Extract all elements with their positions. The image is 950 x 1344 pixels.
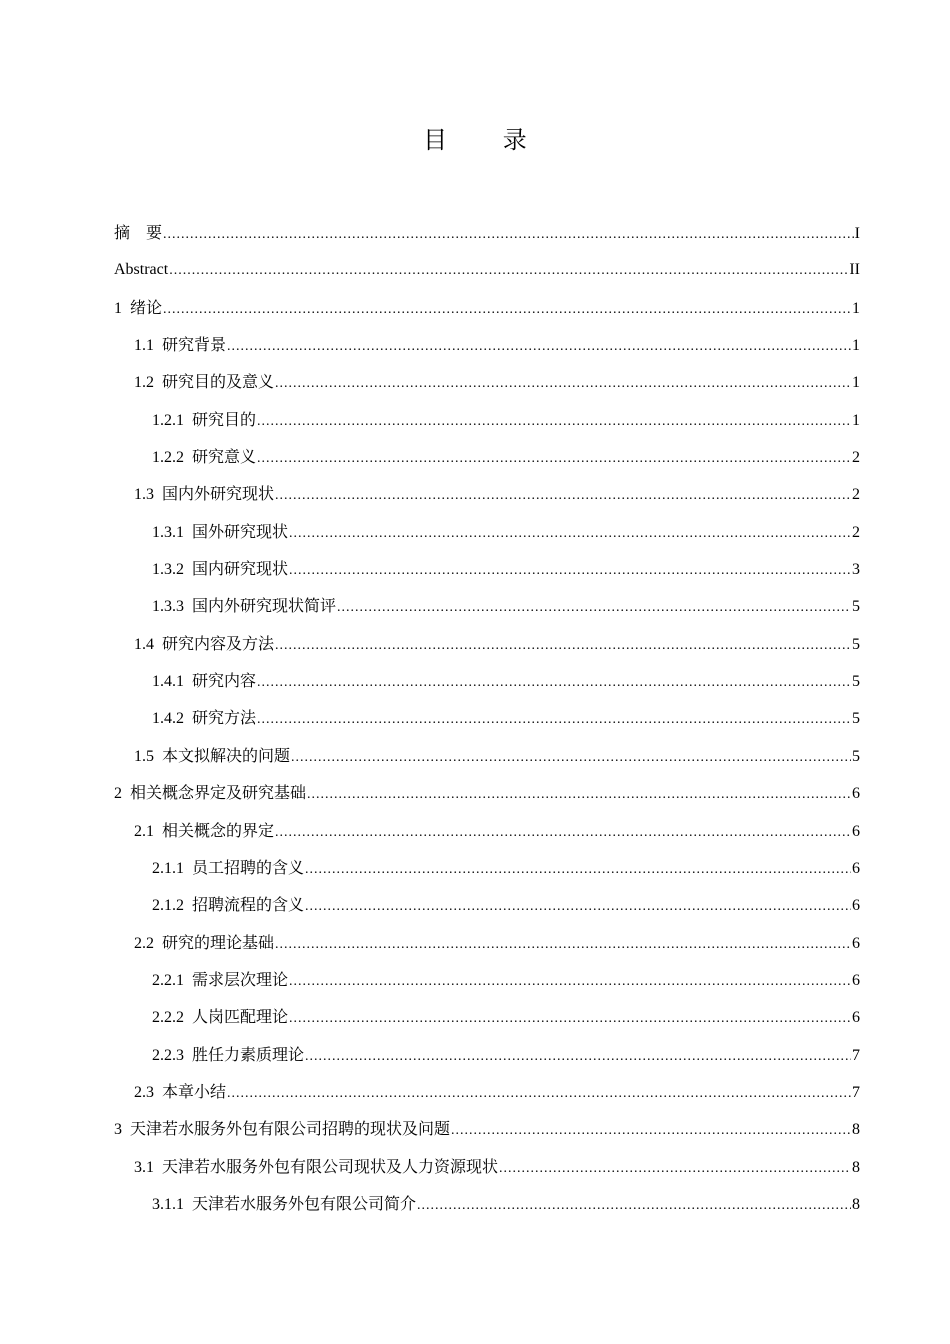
toc-entry-label: 本文拟解决的问题: [162, 745, 291, 765]
toc-dot-leader: [275, 814, 851, 851]
toc-entry[interactable]: [114, 475, 860, 512]
toc-entry-page-number: 1: [852, 374, 860, 392]
toc-entry-page-number: 3: [852, 561, 860, 579]
toc-entry[interactable]: [114, 625, 860, 662]
toc-dot-leader: [163, 291, 851, 328]
toc-entry-label: 研究目的: [192, 409, 257, 429]
toc-entry-label: 研究意义: [192, 447, 257, 467]
toc-dot-leader: [289, 963, 851, 1000]
toc-entry-label: 研究目的及意义: [162, 372, 275, 392]
toc-entry[interactable]: [114, 849, 860, 886]
toc-entry-page-number: 5: [852, 635, 860, 653]
toc-entry[interactable]: [114, 662, 860, 699]
toc-dot-leader: [305, 851, 851, 888]
toc-entry-page-number: 6: [852, 822, 860, 840]
toc-entry[interactable]: [114, 587, 860, 624]
toc-entry[interactable]: [114, 438, 860, 475]
toc-entry-page-number: II: [849, 261, 860, 279]
toc-entry-page-number: 6: [852, 934, 860, 952]
toc-dot-leader: [275, 365, 851, 402]
toc-entry[interactable]: [114, 1110, 860, 1147]
toc-dot-leader: [227, 1075, 851, 1112]
toc-entry-label: 研究方法: [192, 708, 257, 728]
toc-entry-number: 1.1: [134, 337, 154, 355]
toc-entry-page-number: 7: [852, 1046, 860, 1064]
toc-entry-page-number: 1: [852, 411, 860, 429]
toc-entry-label: 需求层次理论: [192, 969, 289, 989]
toc-entry-label: Abstract: [114, 261, 169, 279]
toc-entry[interactable]: [114, 1185, 860, 1222]
toc-dot-leader: [417, 1187, 851, 1224]
toc-entry-page-number: 2: [852, 449, 860, 467]
toc-dot-leader: [305, 888, 851, 925]
toc-dot-leader: [163, 216, 854, 253]
toc-entry-page-number: I: [854, 225, 860, 242]
toc-entry-number: 1.3.1: [152, 523, 184, 541]
toc-entry[interactable]: [114, 513, 860, 550]
toc-entry[interactable]: [114, 326, 860, 363]
toc-entry-page-number: 8: [852, 1195, 860, 1213]
toc-dot-leader: [257, 701, 851, 738]
toc-entry-label: 国外研究现状: [192, 521, 289, 541]
toc-entry-label: 国内外研究现状: [162, 484, 275, 504]
toc-entry[interactable]: [114, 1073, 860, 1110]
toc-dot-leader: [289, 552, 851, 589]
toc-entry-page-number: 5: [852, 710, 860, 728]
toc-dot-leader: [289, 1000, 851, 1037]
toc-entry-page-number: 6: [852, 1009, 860, 1027]
toc-entry-page-number: 6: [852, 897, 860, 915]
toc-entry[interactable]: [114, 251, 860, 288]
table-of-contents: [114, 214, 860, 1222]
toc-entry-label: 人岗匹配理论: [192, 1007, 289, 1027]
toc-entry-page-number: 2: [852, 486, 860, 504]
toc-dot-leader: [337, 589, 851, 626]
toc-entry-number: 2.2: [134, 934, 154, 952]
toc-entry[interactable]: [114, 289, 860, 326]
toc-entry-number: 1: [114, 299, 122, 317]
toc-dot-leader: [289, 515, 851, 552]
toc-entry-label: 员工招聘的含义: [192, 857, 305, 877]
toc-entry-label: 天津若水服务外包有限公司现状及人力资源现状: [162, 1156, 499, 1176]
toc-entry-label: 胜任力素质理论: [192, 1044, 305, 1064]
toc-entry-page-number: 1: [852, 299, 860, 317]
toc-entry[interactable]: [114, 1148, 860, 1185]
toc-entry[interactable]: [114, 550, 860, 587]
toc-entry-number: 3.1.1: [152, 1195, 184, 1213]
toc-entry[interactable]: [114, 886, 860, 923]
toc-entry-number: 2.3: [134, 1083, 154, 1101]
toc-entry-label: 摘 要: [114, 223, 163, 242]
toc-entry-number: 1.3.3: [152, 598, 184, 616]
toc-entry[interactable]: [114, 774, 860, 811]
toc-dot-leader: [275, 627, 851, 664]
toc-entry-page-number: 5: [852, 747, 860, 765]
toc-entry-label: 相关概念的界定: [162, 820, 275, 840]
toc-entry-number: 2.2.3: [152, 1046, 184, 1064]
toc-dot-leader: [257, 440, 851, 477]
toc-entry-number: 1.5: [134, 747, 154, 765]
toc-entry[interactable]: [114, 214, 860, 251]
toc-entry-page-number: 2: [852, 523, 860, 541]
toc-entry-page-number: 8: [852, 1158, 860, 1176]
toc-entry-number: 1.4: [134, 635, 154, 653]
toc-entry-label: 天津若水服务外包有限公司简介: [192, 1193, 417, 1213]
toc-entry-label: 天津若水服务外包有限公司招聘的现状及问题: [130, 1119, 451, 1139]
toc-entry[interactable]: [114, 812, 860, 849]
toc-entry-label: 招聘流程的含义: [192, 895, 305, 915]
toc-entry-label: 研究的理论基础: [162, 932, 275, 952]
toc-entry-page-number: 5: [852, 598, 860, 616]
toc-entry-label: 绪论: [130, 297, 163, 317]
toc-entry-number: 1.2: [134, 374, 154, 392]
toc-entry-label: 研究内容: [192, 671, 257, 691]
toc-entry-number: 1.2.1: [152, 411, 184, 429]
toc-dot-leader: [227, 328, 851, 365]
toc-entry-number: 2.2.1: [152, 971, 184, 989]
toc-dot-leader: [499, 1150, 851, 1187]
toc-entry[interactable]: [114, 699, 860, 736]
page-title: 目 录: [423, 126, 551, 154]
toc-entry-page-number: 7: [852, 1083, 860, 1101]
toc-dot-leader: [257, 403, 851, 440]
toc-entry-number: 3.1: [134, 1158, 154, 1176]
toc-entry-number: 1.3.2: [152, 561, 184, 579]
toc-entry-label: 研究背景: [162, 335, 227, 355]
toc-entry-number: 2.2.2: [152, 1009, 184, 1027]
toc-entry-label: 相关概念界定及研究基础: [130, 783, 307, 803]
toc-entry-number: 3: [114, 1121, 122, 1139]
toc-entry-label: 国内研究现状: [192, 559, 289, 579]
toc-entry-page-number: 6: [852, 785, 860, 803]
toc-dot-leader: [307, 776, 851, 813]
toc-entry-number: 1.4.2: [152, 710, 184, 728]
toc-entry-number: 2.1: [134, 822, 154, 840]
toc-entry-page-number: 6: [852, 971, 860, 989]
toc-dot-leader: [451, 1112, 851, 1149]
toc-entry-number: 1.3: [134, 486, 154, 504]
toc-dot-leader: [257, 664, 851, 701]
toc-entry-number: 2.1.2: [152, 897, 184, 915]
toc-entry[interactable]: [114, 363, 860, 400]
toc-entry-number: 2.1.1: [152, 859, 184, 877]
toc-entry[interactable]: [114, 737, 860, 774]
toc-entry-number: 1.2.2: [152, 449, 184, 467]
toc-entry-page-number: 1: [852, 337, 860, 355]
toc-entry[interactable]: [114, 401, 860, 438]
toc-dot-leader: [291, 739, 851, 776]
toc-entry-number: 1.4.1: [152, 673, 184, 691]
toc-entry[interactable]: [114, 1036, 860, 1073]
toc-dot-leader: [305, 1038, 851, 1075]
toc-entry-label: 研究内容及方法: [162, 633, 275, 653]
toc-entry[interactable]: [114, 998, 860, 1035]
toc-entry-page-number: 5: [852, 673, 860, 691]
toc-entry-label: 国内外研究现状简评: [192, 596, 337, 616]
toc-entry-page-number: 8: [852, 1121, 860, 1139]
toc-entry[interactable]: [114, 961, 860, 998]
toc-entry[interactable]: [114, 924, 860, 961]
toc-entry-number: 2: [114, 785, 122, 803]
toc-entry-page-number: 6: [852, 859, 860, 877]
toc-dot-leader: [169, 252, 848, 289]
toc-entry-label: 本章小结: [162, 1081, 227, 1101]
toc-dot-leader: [275, 926, 851, 963]
toc-dot-leader: [275, 477, 851, 514]
